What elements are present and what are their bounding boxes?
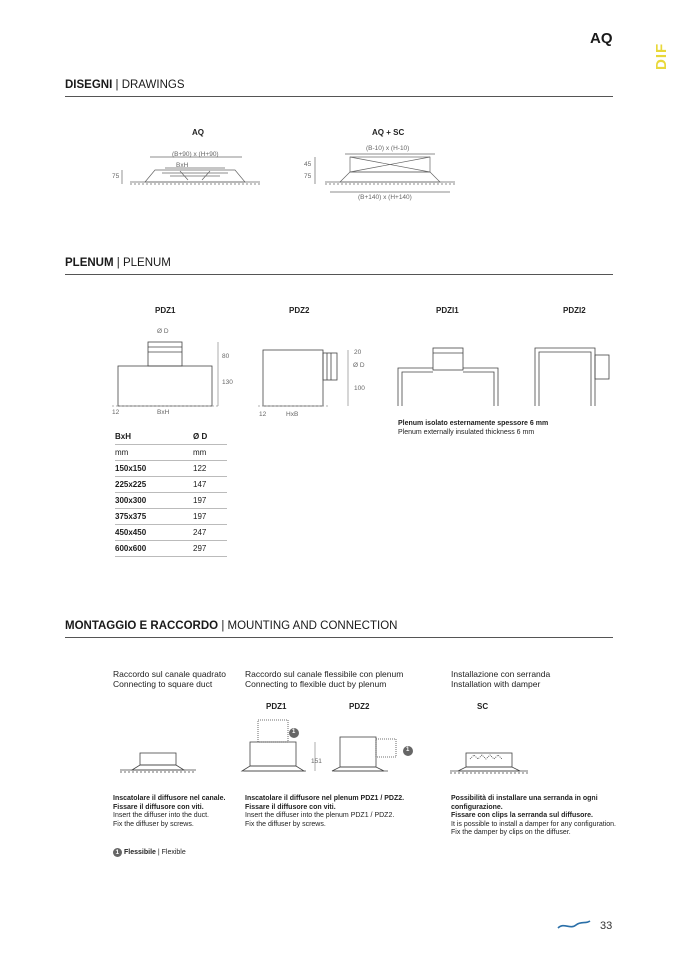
mounting-drawings xyxy=(110,715,530,785)
aq-dim-side: 75 xyxy=(112,173,120,180)
pdz2-dim-h2: 100 xyxy=(354,385,365,392)
table-header-row: BxH Ø D xyxy=(115,429,227,445)
mount-label-pdz1: PDZ1 xyxy=(266,702,287,711)
plenum-label-pdz1: PDZ1 xyxy=(155,306,176,315)
side-tab-label: DIF xyxy=(653,42,670,70)
table-row: 600x600 297 xyxy=(115,541,227,557)
pdz2-dim-side: 12 xyxy=(259,411,267,418)
table-row: 375x375 197 xyxy=(115,509,227,525)
aqsc-dim-top: (B-10) x (H-10) xyxy=(366,145,410,152)
pdz2-dim-h1: 20 xyxy=(354,349,362,356)
mount-col1-heading: Raccordo sul canale quadrato Connecting to square duct xyxy=(113,669,226,689)
section-divider xyxy=(65,274,613,275)
aqsc-dim-side2: 75 xyxy=(304,173,312,180)
pdz1-dim-d: Ø D xyxy=(157,328,169,335)
mount-col2-heading: Raccordo sul canale flessibile con plenum Connecting to flexible duct by plenum xyxy=(245,669,404,689)
product-code: AQ xyxy=(590,30,613,47)
pdz2-dim-d: Ø D xyxy=(353,362,365,369)
legend-text: Flessibile | Flexible xyxy=(124,849,186,856)
side-tab xyxy=(645,20,678,80)
pdz1-dim-side: 12 xyxy=(112,409,120,416)
table-row: 225x225 147 xyxy=(115,477,227,493)
mount-col1-note: Inscatolare il diffusore nel canale. Fissare il diffusore con viti. Insert the diffuser into the duct. Fix the diffuser by screws. xyxy=(113,795,226,828)
drawing-label-aq-sc: AQ + SC xyxy=(372,128,405,137)
mount-label-sc: SC xyxy=(477,702,489,711)
badge-pdz1: 1 xyxy=(292,729,296,735)
pdz1-dim-h2: 130 xyxy=(222,379,233,386)
table-row: 450x450 247 xyxy=(115,525,227,541)
table-row: 300x300 197 xyxy=(115,493,227,509)
mount-label-pdz2: PDZ2 xyxy=(349,702,370,711)
aqsc-dim-side1: 45 xyxy=(304,161,312,168)
plenum-dimension-table xyxy=(115,429,227,557)
section-divider xyxy=(65,637,613,638)
insulation-note: Plenum isolato esternamente spessore 6 mm Plenum externally insulated thickness 6 mm xyxy=(398,420,549,436)
section-title-mounting: MONTAGGIO E RACCORDO | MOUNTING AND CONNECTION xyxy=(65,620,398,632)
pdz1-dim-h1: 80 xyxy=(222,353,230,360)
aqsc-dim-bottom: (B+140) x (H+140) xyxy=(358,194,412,201)
pdz1-dim-base: BxH xyxy=(157,409,170,416)
table-units-row: mm mm xyxy=(115,445,227,461)
legend-badge-number: 1 xyxy=(115,849,120,856)
aq-dim-inner: BxH xyxy=(176,162,189,169)
section-title-drawings: DISEGNI | DRAWINGS xyxy=(65,79,185,91)
mount-col3-heading: Installazione con serranda Installation with damper xyxy=(451,669,551,689)
section-divider xyxy=(65,96,613,97)
drawing-label-aq: AQ xyxy=(192,128,204,137)
table-row: 150x150 122 xyxy=(115,461,227,477)
plenum-label-pdzi2: PDZI2 xyxy=(563,306,586,315)
mount-col2-note: Inscatolare il diffusore nel plenum PDZ1 / PDZ2. Fissare il diffusore con viti. Insert the diffuser into the plenum PDZ1 / PDZ2. Fix the diffuser by screws. xyxy=(245,795,405,828)
page-number: 33 xyxy=(600,920,613,932)
mount-dim-151: 151 xyxy=(311,758,322,765)
pdz2-dim-base: HxB xyxy=(286,411,299,418)
aq-dim-top: (B+90) x (H+90) xyxy=(172,151,219,158)
mount-col3-note: Possibilità di installare una serranda in ogni configurazione. Fissare con clips la serranda sul diffusore. It is possible to install a damper for any configuration. Fix the damper by clips on the diffuser. xyxy=(451,795,616,836)
brand-wave-icon xyxy=(556,918,592,932)
badge-pdz2: 1 xyxy=(406,747,410,753)
plenum-drawings xyxy=(110,320,630,420)
plenum-label-pdz2: PDZ2 xyxy=(289,306,310,315)
section-title-plenum: PLENUM | PLENUM xyxy=(65,257,171,269)
plenum-label-pdzi1: PDZI1 xyxy=(436,306,459,315)
